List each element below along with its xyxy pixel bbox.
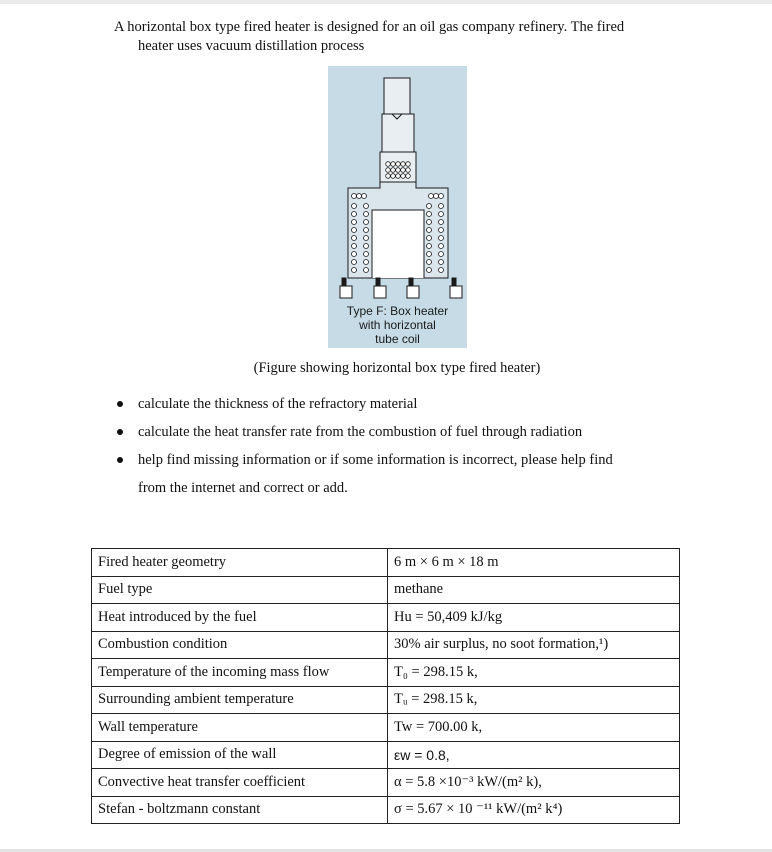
list-item <box>114 446 714 502</box>
param-value: T₀ = 298.15 k, <box>388 659 680 687</box>
param-label: Degree of emission of the wall <box>92 741 388 769</box>
figure-caption <box>0 360 772 377</box>
figure-label-line-3: tube coil <box>375 332 420 346</box>
figure-caption-text: (Figure showing horizontal box type fired heater) <box>253 360 541 376</box>
param-label: Stefan - boltzmann constant <box>92 796 388 824</box>
table-row <box>92 659 680 687</box>
stack-top-section <box>384 78 410 114</box>
table-row <box>92 769 680 797</box>
param-label: Convective heat transfer coefficient <box>92 769 388 797</box>
radiant-box-inner <box>372 210 424 278</box>
task-text-continued: from the internet and correct or add. <box>138 480 348 496</box>
task-text: help find missing information or if some information is incorrect, please help find <box>138 452 613 468</box>
stack-damper <box>382 114 414 152</box>
table-row <box>92 686 680 714</box>
param-value: σ = 5.67 × 10 ⁻¹¹ kW/(m² k⁴) <box>388 796 680 824</box>
figure-image-label <box>328 304 467 346</box>
param-value: εw = 0.8, <box>388 741 680 769</box>
param-label: Surrounding ambient temperature <box>92 686 388 714</box>
table-row <box>92 549 680 577</box>
param-value: Tw = 700.00 k, <box>388 714 680 742</box>
task-list <box>114 390 714 502</box>
page-top-border <box>0 0 772 4</box>
param-value: α = 5.8 ×10⁻³ kW/(m² k), <box>388 769 680 797</box>
param-label: Combustion condition <box>92 631 388 659</box>
table-row <box>92 576 680 604</box>
table-row <box>92 796 680 824</box>
list-item <box>114 390 714 418</box>
intro-line-1: A horizontal box type fired heater is designed for an oil gas company refinery. The fired <box>114 19 625 35</box>
table-row <box>92 714 680 742</box>
list-item <box>114 418 714 446</box>
param-value: methane <box>388 576 680 604</box>
param-value: 6 m × 6 m × 18 m <box>388 549 680 577</box>
task-text: calculate the thickness of the refractory material <box>138 396 418 412</box>
param-value: Hu = 50,409 kJ/kg <box>388 604 680 632</box>
table-row <box>92 604 680 632</box>
figure-label-line-2: with horizontal <box>359 318 436 332</box>
param-label: Fuel type <box>92 576 388 604</box>
burners <box>340 278 462 298</box>
table-row <box>92 631 680 659</box>
figure-label-line-1: Type F: Box heater <box>346 304 449 318</box>
intro-paragraph <box>114 18 704 56</box>
param-label: Heat introduced by the fuel <box>92 604 388 632</box>
parameters-table <box>91 548 680 824</box>
param-value: Tᵤ = 298.15 k, <box>388 686 680 714</box>
table-row <box>92 741 680 769</box>
fired-heater-figure <box>328 66 467 348</box>
param-value: 30% air surplus, no soot formation,¹) <box>388 631 680 659</box>
param-label: Temperature of the incoming mass flow <box>92 659 388 687</box>
intro-line-2: heater uses vacuum distillation process <box>138 38 365 54</box>
param-label: Fired heater geometry <box>92 549 388 577</box>
task-text: calculate the heat transfer rate from the combustion of fuel through radiation <box>138 424 583 440</box>
param-label: Wall temperature <box>92 714 388 742</box>
